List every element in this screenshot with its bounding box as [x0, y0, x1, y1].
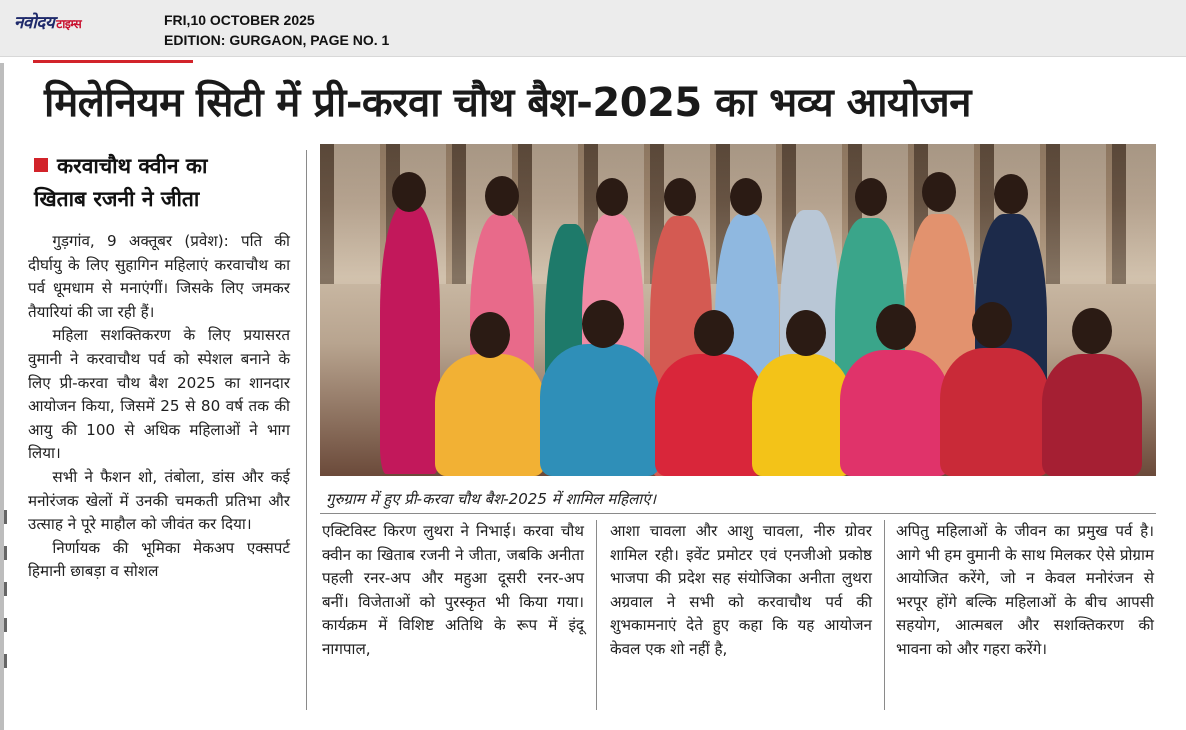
edition-info [164, 10, 389, 50]
article-subhead [34, 150, 304, 216]
paragraph: एक्टिविस्ट किरण लुथरा ने निभाई। करवा चौथ क्वीन का खिताब रजनी ने जीता, जबकि अनीता पहली रनर-अप और महुआ दूसरी रनर-अप बनीं। विजेताओं को पुरस्कृत भी किया गया। कार्यक्रम में विशिष्ट अतिथि के रूप में इंदू नागपाल, [322, 522, 584, 658]
paragraph: महिला सशक्तिकरण के लिए प्रयासरत वुमानी ने करवाचौथ पर्व को स्पेशल बनाने के लिए प्री-करवा चौथ बैश 2025 का शानदार आयोजन किया, जिसमें 25 से 80 वर्ष तक की आयु की 100 से अधिक महिलाओं ने भाग लिया। [28, 326, 290, 463]
event-group-photo [320, 144, 1156, 476]
publication-date: FRI,10 OCTOBER 2025 [164, 12, 315, 28]
paragraph: निर्णायक की भूमिका मेकअप एक्सपर्ट हिमानी छाबड़ा व सोशल [28, 538, 290, 581]
article-column-3 [610, 520, 872, 662]
subhead-line-2: खिताब रजनी ने जीता [34, 187, 200, 211]
article-column-1 [28, 230, 290, 584]
article-column-4 [896, 520, 1154, 662]
red-accent-rule [33, 60, 193, 63]
paragraph: गुड़गांव, 9 अक्तूबर (प्रवेश): पति की दीर्घायु के लिए सुहागिन महिलाएं करवाचौथ का पर्व धूमधाम से मनाएंगीं। जिसके लिए जमकर तैयारियां की जा रही हैं। [28, 232, 290, 321]
masthead-bar [0, 0, 1186, 57]
column-divider [596, 520, 597, 710]
subhead-line-1: करवाचौथ क्वीन का [57, 154, 208, 178]
column-divider [884, 520, 885, 710]
article-column-2 [322, 520, 584, 662]
logo-sub-text: टाइम्स [56, 17, 82, 31]
newspaper-logo [14, 10, 81, 33]
photo-caption: गुरुग्राम में हुए प्री-करवा चौथ बैश-2025 में शामिल महिलाएं। [320, 484, 1156, 514]
adjacent-column-fragments [4, 510, 12, 690]
article-headline: मिलेनियम सिटी में प्री-करवा चौथ बैश-2025 का भव्य आयोजन [44, 80, 971, 126]
paragraph: आशा चावला और आशु चावला, नीरु ग्रोवर शामिल रही। इवेंट प्रमोटर एवं एनजीओ प्रकोष्ठ भाजपा की प्रदेश सह संयोजिका अनीता लुथरा अग्रवाल ने सभी को करवाचौथ पर्व की शुभकामनाएं देते हुए कहा कि यह आयोजन केवल एक शो नहीं है, [610, 522, 872, 658]
column-divider [306, 150, 307, 710]
logo-main-text: नवोदय [14, 13, 55, 33]
edition-page: EDITION: GURGAON, PAGE NO. 1 [164, 32, 390, 48]
red-bullet-icon [34, 158, 48, 172]
paragraph: अपितु महिलाओं के जीवन का प्रमुख पर्व है। आगे भी हम वुमानी के साथ मिलकर ऐसे प्रोग्राम आयोजित करेंगे, जो न केवल मनोरंजन से भरपूर होंगे बल्कि महिलाओं के बीच आपसी सहयोग, आत्मबल और सशक्तिकरण की भावना को और गहरा करेंगे। [896, 522, 1154, 658]
paragraph: सभी ने फैशन शो, तंबोला, डांस और कई मनोरंजक खेलों में उनकी चमकती प्रतिभा और उत्साह ने पूरे माहौल को जीवंत कर दिया। [28, 467, 290, 534]
